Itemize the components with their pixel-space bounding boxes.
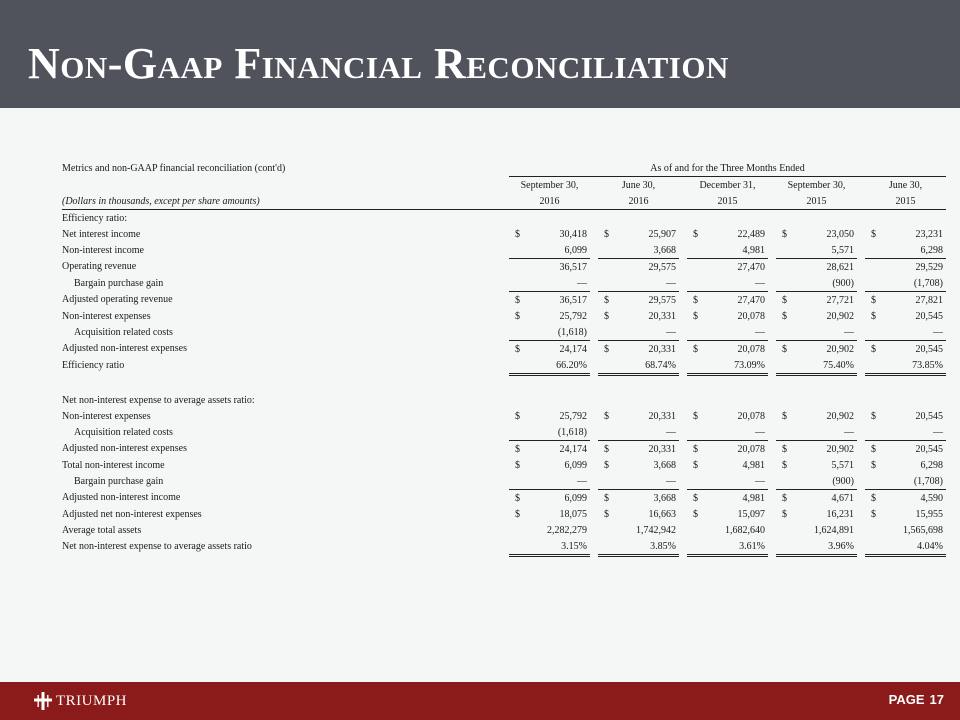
column-header-date: June 30, bbox=[621, 179, 656, 191]
dollar-sign: $ bbox=[871, 508, 876, 520]
dollar-sign bbox=[598, 392, 618, 408]
dollar-sign bbox=[509, 210, 529, 227]
cell-value: 29,529 bbox=[885, 259, 946, 276]
dollar-sign bbox=[865, 210, 885, 227]
dollar-sign bbox=[509, 242, 529, 259]
dollar-sign bbox=[598, 473, 618, 490]
cell-value: 20,078 bbox=[737, 410, 765, 422]
cell-value: 28,621 bbox=[796, 259, 857, 276]
dollar-sign: $ bbox=[693, 310, 698, 322]
cell-value: 3.61% bbox=[707, 538, 768, 556]
cell-value: 20,078 bbox=[737, 310, 765, 322]
column-header-date: December 31, bbox=[699, 179, 756, 191]
cell-value: 1,682,640 bbox=[725, 524, 765, 536]
dollar-sign: $ bbox=[604, 228, 609, 240]
dollar-sign: $ bbox=[515, 459, 520, 471]
column-header-date: June 30, bbox=[888, 179, 923, 191]
dollar-sign bbox=[865, 275, 885, 292]
table-row bbox=[62, 457, 946, 473]
dollar-sign bbox=[509, 324, 529, 341]
dollar-sign: $ bbox=[515, 310, 520, 322]
cell-value: 16,663 bbox=[648, 508, 676, 520]
dollar-sign bbox=[509, 357, 529, 375]
cell-value: 20,331 bbox=[618, 441, 679, 458]
dollar-sign: $ bbox=[598, 292, 618, 309]
dollar-sign bbox=[509, 259, 529, 276]
cell-value: 23,050 bbox=[826, 228, 854, 240]
row-label: Adjusted operating revenue bbox=[62, 294, 173, 306]
dollar-sign bbox=[598, 538, 618, 556]
cell-value: 6,099 bbox=[529, 490, 590, 507]
cell-value: — bbox=[666, 475, 676, 487]
column-header-year: 2015 bbox=[865, 193, 946, 210]
cell-value: (900) bbox=[832, 475, 854, 487]
cell-value bbox=[529, 392, 590, 408]
cell-value: 36,517 bbox=[529, 292, 590, 309]
cell-value: 15,955 bbox=[915, 508, 943, 520]
dollar-sign: $ bbox=[515, 508, 520, 520]
table-caption: Metrics and non-GAAP financial reconciliation (cont'd) bbox=[62, 162, 286, 174]
cell-value: — bbox=[755, 426, 765, 438]
cell-value: 27,721 bbox=[796, 292, 857, 309]
cell-value: — bbox=[844, 426, 854, 438]
cell-value: 4,981 bbox=[707, 490, 768, 507]
cell-value: 3,668 bbox=[653, 459, 676, 471]
dollar-sign bbox=[509, 473, 529, 490]
table-row bbox=[62, 538, 946, 556]
cell-value bbox=[529, 210, 590, 227]
cell-value: 23,231 bbox=[915, 228, 943, 240]
cell-value: 24,174 bbox=[529, 441, 590, 458]
cell-value: 25,907 bbox=[648, 228, 676, 240]
row-label: Net interest income bbox=[62, 228, 141, 240]
dollar-sign bbox=[687, 538, 707, 556]
dollar-sign: $ bbox=[865, 341, 885, 358]
dollar-sign: $ bbox=[776, 341, 796, 358]
dollar-sign: $ bbox=[871, 228, 876, 240]
dollar-sign: $ bbox=[871, 459, 876, 471]
cell-value: — bbox=[933, 326, 943, 338]
dollar-sign bbox=[598, 522, 618, 538]
cell-value: 20,078 bbox=[707, 441, 768, 458]
dollar-sign bbox=[865, 424, 885, 441]
cell-value: 20,902 bbox=[826, 310, 854, 322]
row-label: Operating revenue bbox=[62, 261, 137, 273]
dollar-sign bbox=[687, 324, 707, 341]
brand-name: TRIUMPH bbox=[56, 692, 128, 709]
row-label: Adjusted non-interest income bbox=[62, 492, 181, 504]
table-row bbox=[62, 490, 946, 507]
cell-value: 6,099 bbox=[564, 459, 587, 471]
table-row bbox=[62, 506, 946, 522]
dollar-sign bbox=[865, 259, 885, 276]
dollar-sign bbox=[687, 424, 707, 441]
page-title: Non-Gaap Financial Reconciliation bbox=[28, 39, 729, 88]
dollar-sign bbox=[776, 392, 796, 408]
row-label: Non-interest expenses bbox=[62, 410, 151, 422]
dollar-sign bbox=[509, 275, 529, 292]
cell-value: 75.40% bbox=[796, 357, 857, 375]
dollar-sign bbox=[865, 357, 885, 375]
table-row bbox=[62, 357, 946, 375]
dollar-sign: $ bbox=[515, 410, 520, 422]
cell-value: 1,565,698 bbox=[903, 524, 943, 536]
dollar-sign: $ bbox=[604, 508, 609, 520]
dollar-sign bbox=[776, 210, 796, 227]
cell-value: 20,902 bbox=[826, 410, 854, 422]
row-label: Acquisition related costs bbox=[74, 426, 173, 438]
dollar-sign bbox=[687, 357, 707, 375]
cell-value: 20,545 bbox=[885, 341, 946, 358]
cell-value: 20,545 bbox=[915, 410, 943, 422]
brand-logo bbox=[34, 690, 127, 712]
cell-value: 4.04% bbox=[885, 538, 946, 556]
table-row bbox=[62, 522, 946, 538]
cell-value bbox=[796, 210, 857, 227]
cell-value: (1,618) bbox=[557, 326, 587, 338]
cell-value: 20,545 bbox=[915, 310, 943, 322]
dollar-sign bbox=[598, 259, 618, 276]
dollar-sign bbox=[776, 538, 796, 556]
footer-bar bbox=[0, 682, 960, 720]
cell-value: 3.15% bbox=[529, 538, 590, 556]
table-row bbox=[62, 408, 946, 424]
cell-value: — bbox=[666, 426, 676, 438]
column-header-year: 2015 bbox=[776, 193, 857, 210]
cell-value: 20,902 bbox=[796, 441, 857, 458]
cell-value bbox=[796, 392, 857, 408]
table-row bbox=[62, 259, 946, 276]
dollar-sign: $ bbox=[604, 459, 609, 471]
cell-value: 22,489 bbox=[737, 228, 765, 240]
dollar-sign: $ bbox=[871, 310, 876, 322]
dollar-sign bbox=[687, 473, 707, 490]
dollar-sign: $ bbox=[687, 490, 707, 507]
row-label: Adjusted net non-interest expenses bbox=[62, 508, 202, 520]
cell-value: (900) bbox=[832, 277, 854, 289]
cell-value: — bbox=[577, 475, 587, 487]
cell-value: 1,742,942 bbox=[636, 524, 676, 536]
dollar-sign bbox=[776, 275, 796, 292]
cell-value: (1,708) bbox=[913, 475, 943, 487]
cell-value bbox=[618, 392, 679, 408]
cell-value: 73.85% bbox=[885, 357, 946, 375]
cell-value: (1,618) bbox=[557, 426, 587, 438]
dollar-sign bbox=[598, 324, 618, 341]
dollar-sign: $ bbox=[604, 310, 609, 322]
cell-value: 27,470 bbox=[707, 292, 768, 309]
dollar-sign: $ bbox=[598, 490, 618, 507]
row-label: Net non-interest expense to average assets ratio: bbox=[62, 394, 255, 406]
cell-value: 6,099 bbox=[564, 244, 587, 256]
dollar-sign: $ bbox=[693, 410, 698, 422]
table-row bbox=[62, 424, 946, 441]
row-label: Net non-interest expense to average assets ratio bbox=[62, 541, 252, 553]
row-label: Adjusted non-interest expenses bbox=[62, 343, 187, 355]
row-label: Non-interest expenses bbox=[62, 310, 151, 322]
group-header: As of and for the Three Months Ended bbox=[509, 160, 946, 177]
dollar-sign bbox=[509, 538, 529, 556]
cell-value: 27,470 bbox=[707, 259, 768, 276]
dollar-sign bbox=[509, 424, 529, 441]
table-row bbox=[62, 292, 946, 309]
cell-value: 36,517 bbox=[529, 259, 590, 276]
cell-value: 3,668 bbox=[653, 244, 676, 256]
table-row bbox=[62, 392, 946, 408]
row-label: Acquisition related costs bbox=[74, 326, 173, 338]
dollar-sign: $ bbox=[776, 292, 796, 309]
dollar-sign: $ bbox=[515, 228, 520, 240]
row-label: Efficiency ratio: bbox=[62, 212, 128, 224]
cell-value: 5,571 bbox=[831, 244, 854, 256]
table-row bbox=[62, 341, 946, 358]
row-label: Average total assets bbox=[62, 524, 142, 536]
dollar-sign bbox=[687, 522, 707, 538]
dollar-sign: $ bbox=[598, 341, 618, 358]
table-row bbox=[62, 275, 946, 292]
dollar-sign bbox=[776, 259, 796, 276]
cell-value bbox=[707, 392, 768, 408]
table-row bbox=[62, 226, 946, 242]
dollar-sign: $ bbox=[687, 441, 707, 458]
row-label: Non-interest income bbox=[62, 244, 144, 256]
row-label: Efficiency ratio bbox=[62, 360, 125, 372]
cell-value: 6,298 bbox=[920, 244, 943, 256]
dollar-sign: $ bbox=[782, 508, 787, 520]
row-label: Total non-interest income bbox=[62, 459, 165, 471]
dollar-sign bbox=[598, 275, 618, 292]
dollar-sign: $ bbox=[509, 441, 529, 458]
dollar-sign bbox=[865, 242, 885, 259]
dollar-sign bbox=[509, 392, 529, 408]
dollar-sign bbox=[687, 275, 707, 292]
cell-value: 30,418 bbox=[559, 228, 587, 240]
dollar-sign bbox=[865, 538, 885, 556]
dollar-sign: $ bbox=[865, 490, 885, 507]
cell-value: 18,075 bbox=[559, 508, 587, 520]
cell-value: — bbox=[844, 326, 854, 338]
cell-value: 24,174 bbox=[529, 341, 590, 358]
dollar-sign: $ bbox=[782, 410, 787, 422]
dollar-sign: $ bbox=[509, 341, 529, 358]
dollar-sign bbox=[776, 324, 796, 341]
dollar-sign: $ bbox=[871, 410, 876, 422]
page-num: 17 bbox=[929, 692, 944, 707]
units-note: (Dollars in thousands, except per share amounts) bbox=[62, 193, 509, 210]
dollar-sign: $ bbox=[598, 441, 618, 458]
cell-value bbox=[885, 392, 946, 408]
dollar-sign: $ bbox=[693, 228, 698, 240]
cell-value: 4,671 bbox=[796, 490, 857, 507]
table-row bbox=[62, 441, 946, 458]
column-header-date: September 30, bbox=[787, 179, 846, 191]
cell-value: 4,981 bbox=[742, 244, 765, 256]
dollar-sign bbox=[687, 242, 707, 259]
cell-value: 3.96% bbox=[796, 538, 857, 556]
cell-value: — bbox=[755, 326, 765, 338]
dollar-sign: $ bbox=[509, 292, 529, 309]
cell-value bbox=[885, 210, 946, 227]
column-header-date: September 30, bbox=[520, 179, 579, 191]
cell-value: 16,231 bbox=[826, 508, 854, 520]
dollar-sign: $ bbox=[776, 490, 796, 507]
cross-logo-icon bbox=[34, 692, 52, 710]
cell-value: 3,668 bbox=[618, 490, 679, 507]
dollar-sign bbox=[687, 392, 707, 408]
cell-value bbox=[618, 210, 679, 227]
dollar-sign bbox=[776, 473, 796, 490]
dollar-sign bbox=[687, 259, 707, 276]
cell-value: — bbox=[755, 475, 765, 487]
table-row bbox=[62, 473, 946, 490]
cell-value: — bbox=[666, 277, 676, 289]
cell-value: 20,078 bbox=[707, 341, 768, 358]
cell-value: 5,571 bbox=[831, 459, 854, 471]
cell-value: 20,331 bbox=[618, 341, 679, 358]
table-row bbox=[62, 324, 946, 341]
dollar-sign: $ bbox=[865, 292, 885, 309]
cell-value: 29,575 bbox=[618, 259, 679, 276]
cell-value: — bbox=[755, 277, 765, 289]
cell-value: 2,282,279 bbox=[547, 524, 587, 536]
dollar-sign bbox=[687, 210, 707, 227]
cell-value: (1,708) bbox=[913, 277, 943, 289]
cell-value: 20,545 bbox=[885, 441, 946, 458]
column-header-year: 2016 bbox=[509, 193, 590, 210]
dollar-sign bbox=[776, 357, 796, 375]
cell-value: 20,902 bbox=[796, 341, 857, 358]
cell-value: 73.09% bbox=[707, 357, 768, 375]
cell-value: 4,981 bbox=[742, 459, 765, 471]
dollar-sign bbox=[776, 242, 796, 259]
reconciliation-table bbox=[62, 160, 946, 557]
dollar-sign bbox=[598, 357, 618, 375]
cell-value: 15,097 bbox=[737, 508, 765, 520]
dollar-sign bbox=[598, 210, 618, 227]
cell-value: 29,575 bbox=[618, 292, 679, 309]
cell-value: — bbox=[933, 426, 943, 438]
cell-value: 25,792 bbox=[559, 310, 587, 322]
dollar-sign: $ bbox=[693, 459, 698, 471]
dollar-sign: $ bbox=[782, 459, 787, 471]
dollar-sign: $ bbox=[782, 228, 787, 240]
cell-value: 20,331 bbox=[648, 410, 676, 422]
table-row bbox=[62, 308, 946, 324]
cell-value: 68.74% bbox=[618, 357, 679, 375]
dollar-sign bbox=[598, 424, 618, 441]
dollar-sign: $ bbox=[693, 508, 698, 520]
dollar-sign bbox=[865, 522, 885, 538]
cell-value: 20,331 bbox=[648, 310, 676, 322]
dollar-sign bbox=[776, 522, 796, 538]
cell-value: 25,792 bbox=[559, 410, 587, 422]
dollar-sign: $ bbox=[509, 490, 529, 507]
dollar-sign: $ bbox=[782, 310, 787, 322]
dollar-sign bbox=[776, 424, 796, 441]
dollar-sign bbox=[865, 473, 885, 490]
dollar-sign: $ bbox=[604, 410, 609, 422]
dollar-sign bbox=[509, 522, 529, 538]
cell-value: 6,298 bbox=[920, 459, 943, 471]
cell-value: 66.20% bbox=[529, 357, 590, 375]
column-header-year: 2015 bbox=[687, 193, 768, 210]
cell-value: 27,821 bbox=[885, 292, 946, 309]
table-row bbox=[62, 242, 946, 259]
page-label: PAGE bbox=[888, 692, 925, 707]
cell-value: 4,590 bbox=[885, 490, 946, 507]
dollar-sign: $ bbox=[776, 441, 796, 458]
dollar-sign: $ bbox=[687, 292, 707, 309]
cell-value bbox=[707, 210, 768, 227]
row-label: Bargain purchase gain bbox=[74, 475, 164, 487]
table-row bbox=[62, 210, 946, 227]
cell-value: — bbox=[666, 326, 676, 338]
dollar-sign: $ bbox=[865, 441, 885, 458]
cell-value: — bbox=[577, 277, 587, 289]
dollar-sign bbox=[865, 324, 885, 341]
page-number bbox=[884, 692, 944, 707]
cell-value: 1,624,891 bbox=[814, 524, 854, 536]
dollar-sign bbox=[598, 242, 618, 259]
dollar-sign bbox=[865, 392, 885, 408]
row-label: Bargain purchase gain bbox=[74, 277, 164, 289]
dollar-sign: $ bbox=[687, 341, 707, 358]
header-bar bbox=[0, 0, 960, 108]
cell-value: 3.85% bbox=[618, 538, 679, 556]
row-label: Adjusted non-interest expenses bbox=[62, 443, 187, 455]
column-header-year: 2016 bbox=[598, 193, 679, 210]
